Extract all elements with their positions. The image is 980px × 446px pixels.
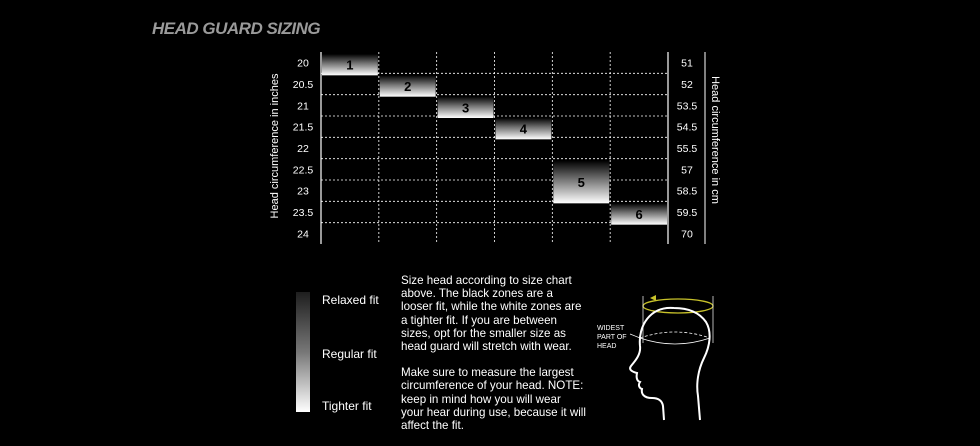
inch-tick-label: 23 — [297, 185, 309, 198]
inch-tick-label: 20 — [297, 57, 309, 70]
inch-tick-label: 20.5 — [292, 79, 314, 91]
cm-tick-label: 55.5 — [676, 143, 698, 155]
widest-part-label: WIDEST PART OF HEAD — [597, 325, 627, 350]
instructions-paragraph-1: Size head according to size chart above. The black zones are a looser fit, while the white zones are a tighter fit. If you are between sizes, opt for the smaller size as head guard will stretch with wear. — [401, 274, 582, 354]
legend-tighter: Tighter fit — [322, 399, 372, 413]
cm-tick-label: 70 — [681, 228, 693, 241]
inch-tick-label: 23.5 — [292, 207, 314, 219]
size-label-3: 3 — [461, 100, 470, 116]
cm-tick-label: 58.5 — [676, 185, 698, 198]
cm-tick-label: 53.5 — [676, 100, 698, 113]
y-axis-label-inches: Head circumference in inches — [269, 73, 281, 219]
inch-tick-label: 21 — [297, 100, 309, 113]
size-label-5: 5 — [577, 175, 585, 190]
inch-tick-label: 22.5 — [292, 164, 314, 177]
legend-relaxed: Relaxed fit — [322, 293, 379, 307]
head-profile-icon — [590, 288, 720, 438]
cm-tick-label: 57 — [681, 164, 693, 177]
y-axis-label-cm: Head circumference in cm — [709, 76, 721, 204]
cm-tick-label: 54.5 — [676, 121, 698, 134]
size-blocks — [322, 54, 667, 225]
size-label-4: 4 — [519, 121, 528, 137]
size-label-6: 6 — [635, 207, 643, 222]
inch-tick-label: 22 — [297, 143, 309, 155]
size-label-1: 1 — [346, 57, 354, 73]
cm-tick-label: 51 — [681, 57, 693, 70]
cm-tick-label: 59.5 — [676, 207, 698, 219]
instructions-paragraph-2: Make sure to measure the largest circumference of your head. NOTE: keep in mind how you will wear your hear during use, because it will affect the fit. — [401, 366, 586, 433]
page-title: HEAD GUARD SIZING — [152, 19, 321, 38]
legend-regular: Regular fit — [322, 347, 377, 361]
fit-gradient-bar — [296, 292, 310, 412]
size-label-2: 2 — [404, 79, 412, 94]
instructions — [401, 274, 586, 445]
cm-tick-label: 52 — [681, 79, 693, 91]
inch-tick-label: 21.5 — [292, 121, 314, 134]
inch-tick-label: 24 — [297, 228, 309, 241]
